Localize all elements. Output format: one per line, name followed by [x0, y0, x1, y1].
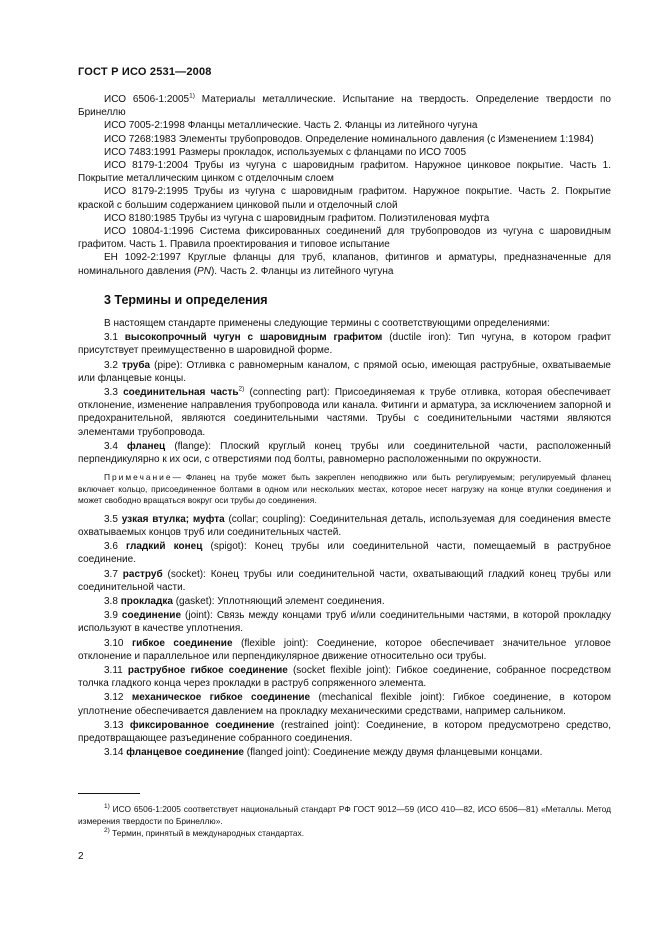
document-body — [78, 93, 611, 759]
term-definition: 3.4 фланец (flange): Плоский круглый конец трубы или соединительной части, расположенный перпендикулярно к их оси, с отверстиями под болты, равномерно расположенными по окружности. — [78, 440, 612, 466]
reference-item: ИСО 8180:1985 Трубы из чугуна с шаровидным графитом. Полиэтиленовая муфта — [104, 212, 490, 224]
term-definition: 3.13 фиксированное соединение (restrained joint): Соединение, в котором предусмотрено средство, предотвращающее разъединение собранного соединения. — [78, 719, 612, 745]
reference-item: ИСО 8179-2:1995 Трубы из чугуна с шаровидным графитом. Наружное покрытие. Часть 2. Покрытие краской с большим содержанием цинковой пыли и отделочный слой — [78, 186, 611, 211]
reference-item: ИСО 6506-1:2005$^{1)}$ Материалы металлические. Испытание на твердость. Определение твердости по Бринеллю — [78, 92, 611, 119]
footnote: $^{1)}$ ИСО 6506-1:2005 соответствует национальный стандарт РФ ГОСТ 9012—59 (ИСО 410—82, ИСО 6506—81) «Металлы. Метод измерения твердости по Бринеллю». — [78, 803, 612, 826]
reference-item: ЕН 1092-2:1997 Круглые фланцы для труб, клапанов, фитингов и арматуры, предназначенные для номинального давления (PN). Часть 2. Фланцы из литейного чугуна — [78, 252, 611, 277]
term-definition: 3.12 механическое гибкое соединение (mechanical flexible joint): Гибкое соединение, в котором уплотнение обеспечивается давлением на прокладку механическими средствами, например сальником. — [78, 692, 612, 717]
term-definition: 3.1 высокопрочный чугун с шаровидным графитом (ductile iron): Тип чугуна, в котором графит присутствует преимущественно в шаровидной форме. — [78, 332, 612, 357]
term-definition: 3.5 узкая втулка; муфта (collar; coupling): Соединительная деталь, используемая для соединения вместе охватываемых концов труб или соединительных частей. — [78, 513, 611, 538]
term-definition: 3.3 соединительная часть$^{2)}$ (connecting part): Присоединяемая к трубе отливка, которая обеспечивает отклонение, изменение направления трубопровода или канала. Фитинги и арматура, за исключением запорной и предохранительной, являются соединительными частями. Трубы с соединительными частями являются элементами трубопровода. — [78, 385, 612, 438]
note-label: Примечание — [104, 472, 173, 483]
footnotes — [78, 803, 611, 839]
section-heading: 3 Термины и определения — [104, 292, 268, 307]
reference-item: ИСО 7268:1983 Элементы трубопроводов. Определение номинального давления (с Изменением 1:1984) — [104, 133, 594, 145]
term-definition: 3.9 соединение (joint): Связь между концами труб и/или соединительными частями, в которой прокладку используют в качестве уплотнения. — [78, 610, 612, 635]
section-intro: В настоящем стандарте применены следующие термины с соответствующими определениями: — [104, 318, 550, 330]
term-definition: 3.11 раструбное гибкое соединение (socket flexible joint): Гибкое соединение, собранное посредством толчка гладкого конца через прокладки в раструб сопряженного элемента. — [78, 665, 611, 690]
page-header: ГОСТ Р ИСО 2531—2008 — [78, 66, 212, 78]
note: Примечание— Фланец на трубе может быть закреплен неподвижно или быть регулируемым; регулируемый фланец включает кольцо, присоединенное болтами в одном или нескольких местах, которое несет нагрузку на конце втулки соединения и может свободно вращаться вокруг оси трубы до соединения. — [78, 472, 611, 506]
term-definition: 3.2 труба (pipe): Отливка с равномерным каналом, с прямой осью, имеющая раструбные, охватываемые или фланцевые концы. — [78, 359, 611, 384]
page-number: 2 — [78, 851, 84, 862]
reference-item: ИСО 7005-2:1998 Фланцы металлические. Часть 2. Фланцы из литейного чугуна — [104, 120, 478, 132]
term-definition: 3.14 фланцевое соединение (flanged joint): Соединение между двумя фланцевыми концами. — [104, 747, 543, 759]
footnote: $^{2)}$ Термин, принятый в международных стандартах. — [104, 827, 305, 838]
footnote-divider — [78, 793, 140, 794]
term-definition: 3.10 гибкое соединение (flexible joint): Соединение, которое обеспечивает значительное угловое отклонение и параллельное или перпендикулярное движение относительно оси трубы. — [78, 637, 611, 662]
reference-item: ИСО 8179-1:2004 Трубы из чугуна с шаровидным графитом. Наружное цинковое покрытие. Часть 1. Покрытие металлическим цинком с отделочным слоем — [78, 160, 611, 185]
term-definition: 3.7 раструб (socket): Конец трубы или соединительной части, охватывающий гладкий конец трубы или соединительной части. — [78, 568, 612, 593]
reference-item: ИСО 10804-1:1996 Система фиксированных соединений для трубопроводов из чугуна с шаровидным графитом. Часть 1. Правила проектирования и типовое испытание — [78, 226, 611, 251]
normative-references — [78, 93, 611, 278]
term-definition: 3.8 прокладка (gasket): Уплотняющий элемент соединения. — [104, 596, 385, 607]
term-definition: 3.6 гладкий конец (spigot): Конец трубы или соединительной части, помещаемый в раструбное соединение. — [78, 541, 612, 566]
reference-item: ИСО 7483:1991 Размеры прокладок, используемых с фланцами по ИСО 7005 — [104, 146, 467, 158]
